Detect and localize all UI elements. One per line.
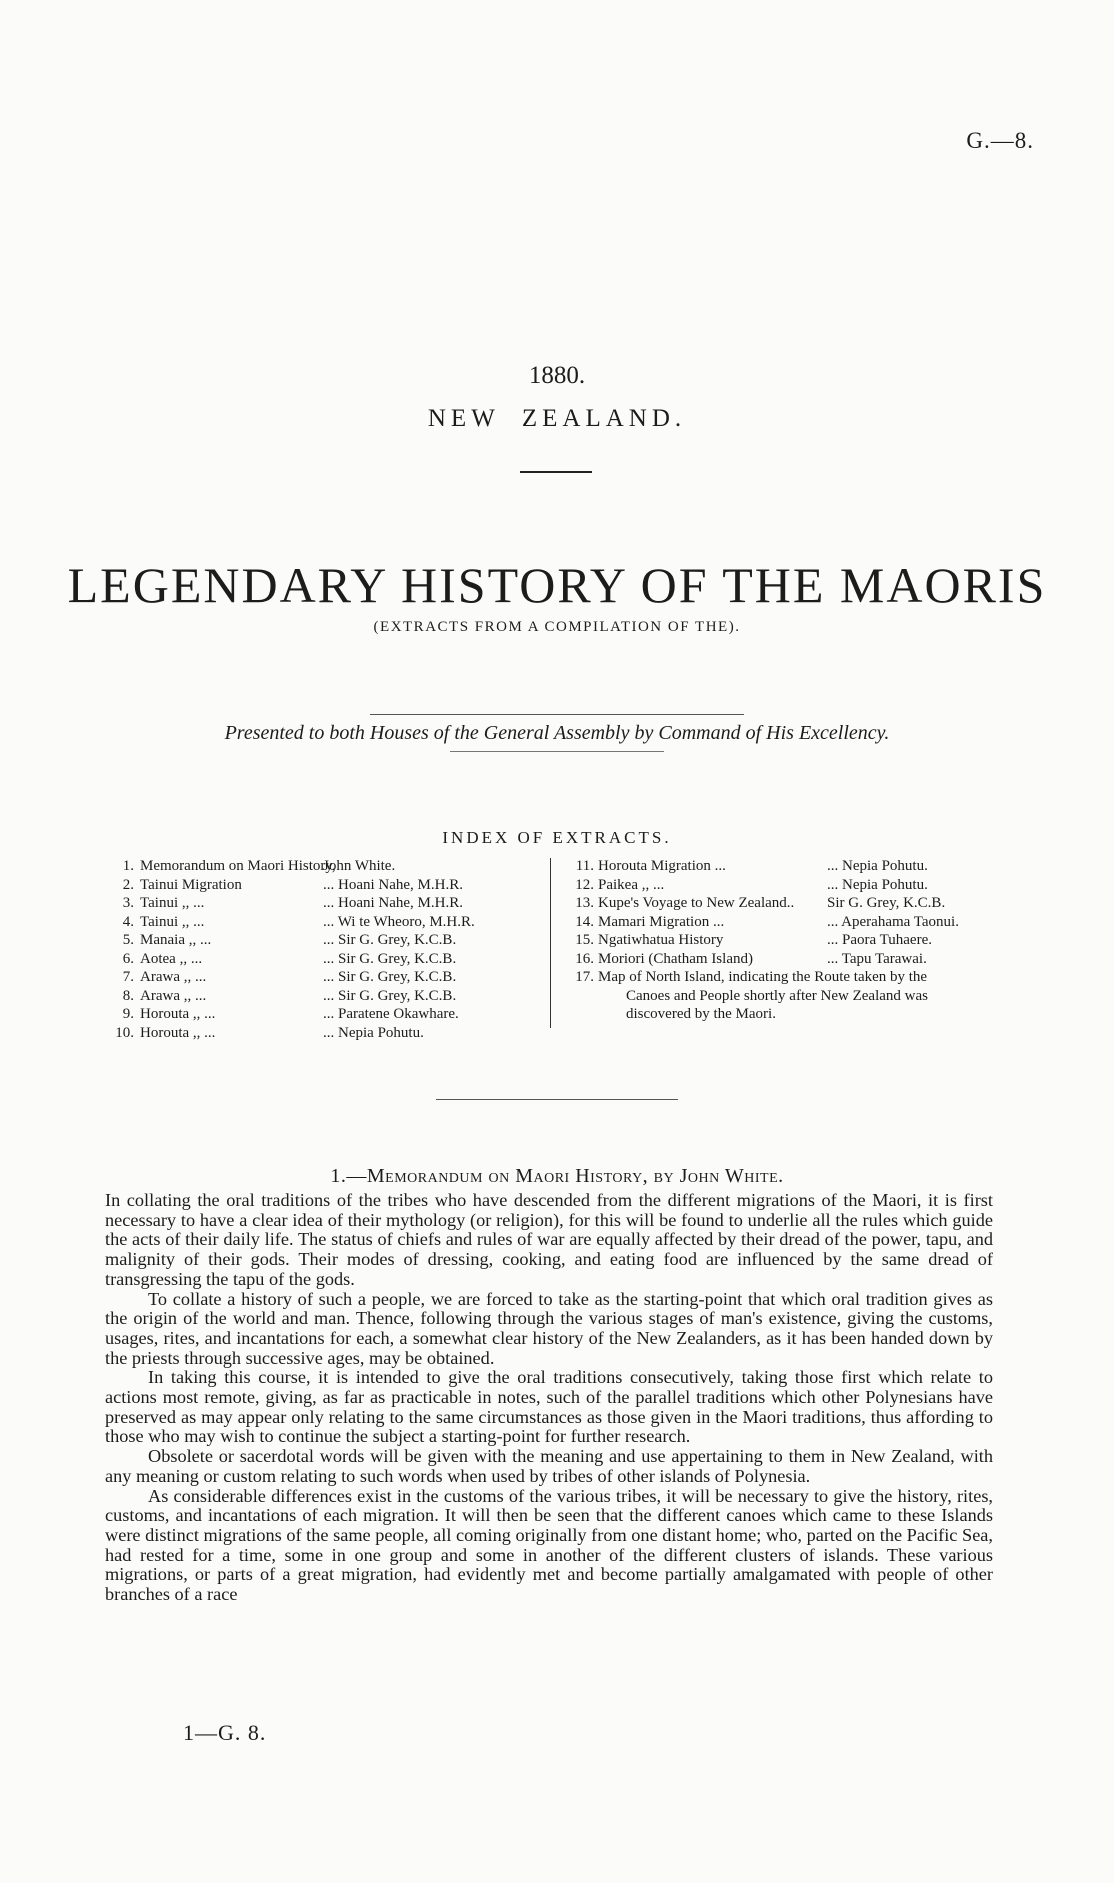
document-reference: G.—8.	[966, 128, 1034, 153]
index-entry: 14. Mamari Migration ... ... Aperahama Taonui.	[575, 913, 959, 930]
index-entry-17-continued: discovered by the Maori.	[626, 1006, 776, 1022]
divider-rule	[520, 471, 592, 473]
section-heading: 1.—Memorandum on Maori History, by John White.	[330, 1165, 784, 1187]
divider-rule	[436, 1099, 678, 1100]
index-entry: 2. Tainui Migration ... Hoani Nahe, M.H.R.	[122, 876, 463, 893]
index-entry: 9. Horouta ,, ... ... Paratene Okawhare.	[122, 1006, 459, 1022]
index-entry: 1. Memorandum on Maori History, John White.	[122, 858, 396, 874]
paragraph: In collating the oral traditions of the tribes who have descended from the different migrations of the Maori, it is first necessary to have a clear idea of their mythology (or religion), for this will be found to underlie all the rules which guide the acts of their daily life. The status of chiefs and rules of war are equally affected by their dread of the power, tapu, and malignity of their gods. Their modes of dressing, cooking, and eating food are influenced by the same dread of transgressing the tapu of the gods.	[105, 1190, 993, 1289]
index-entry-17: 17. Map of North Island, indicating the Route taken by the	[575, 969, 928, 985]
index-entry: 4. Tainui ,, ... ... Wi te Wheoro, M.H.R.	[122, 913, 475, 930]
index-entry: 12. Paikea ,, ... ... Nepia Pohutu.	[575, 876, 928, 893]
index-entry: 8. Arawa ,, ... ... Sir G. Grey, K.C.B.	[122, 987, 457, 1004]
presented-line: Presented to both Houses of the General Assembly by Command of His Excellency.	[224, 722, 890, 744]
column-divider	[550, 858, 551, 1028]
divider-rule	[370, 714, 744, 715]
index-entry: 3. Tainui ,, ... ... Hoani Nahe, M.H.R.	[122, 895, 463, 911]
paragraph: In taking this course, it is intended to give the oral traditions consecutively, taking those first which relate to actions most remote, giving, as far as practicable in notes, such of the parallel traditions which other Polynesians have preserved as may appear only relating to the same circumstances as those given in the Maori traditions, thus affording to those who may wish to continue the subject a starting-point for further research.	[105, 1367, 993, 1447]
index-right-column	[556, 857, 996, 1024]
index-entry: 13. Kupe's Voyage to New Zealand.. Sir G. Grey, K.C.B.	[575, 895, 946, 911]
index-entry: 11. Horouta Migration ... ... Nepia Pohutu.	[575, 858, 928, 874]
paragraph: As considerable differences exist in the customs of the various tribes, it will be necessary to give the history, rites, customs, and incantations of each migration. It will then be seen that the different canoes which came to these Islands were distinct migrations of the same people, all coming originally from one distant home; who, parted on the Pacific Sea, had rested for a time, some in one group and some in another of the different clusters of islands. These various migrations, or parts of a great migration, had evidently met and become partially amalgamated with people of other branches of a race	[105, 1485, 993, 1605]
paragraph: To collate a history of such a people, we are forced to take as the starting-point that which oral tradition gives as the origin of the world and man. Thence, following through the various stages of man's existence, giving the customs, usages, rites, and incantations for each, a somewhat clear history of the New Zealanders, as it has been handed down by the priests through successive ages, may be obtained.	[105, 1288, 993, 1368]
document-year: 1880.	[528, 362, 586, 389]
index-entry: 15. Ngatiwhatua History ... Paora Tuhaere.	[575, 932, 932, 948]
index-entry: 16. Moriori (Chatham Island) ... Tapu Tarawai.	[575, 950, 927, 967]
document-title: LEGENDARY HISTORY OF THE MAORIS	[67, 557, 1047, 613]
index-left-column	[96, 857, 546, 1042]
document-country: NEW ZEALAND.	[427, 405, 687, 432]
paragraph: Obsolete or sacerdotal words will be given with the meaning and use appertaining to them in New Zealand, with any meaning or custom relating to such words when used by tribes of other islands of Polynesia.	[105, 1446, 993, 1486]
index-entry-17-continued: Canoes and People shortly after New Zealand was	[626, 987, 928, 1004]
document-subtitle: (EXTRACTS FROM A COMPILATION OF THE).	[373, 619, 741, 635]
index-entry: 5. Manaia ,, ... ... Sir G. Grey, K.C.B.	[122, 932, 457, 948]
index-title: INDEX OF EXTRACTS.	[442, 828, 672, 847]
index-entry: 10. Horouta ,, ... ... Nepia Pohutu.	[115, 1024, 424, 1041]
index-entry: 7. Arawa ,, ... ... Sir G. Grey, K.C.B.	[122, 969, 457, 985]
page-number: 1—G. 8.	[183, 1720, 267, 1745]
divider-rule	[450, 751, 664, 752]
index-entry: 6. Aotea ,, ... ... Sir G. Grey, K.C.B.	[122, 950, 457, 967]
memo-body	[105, 1191, 993, 1605]
